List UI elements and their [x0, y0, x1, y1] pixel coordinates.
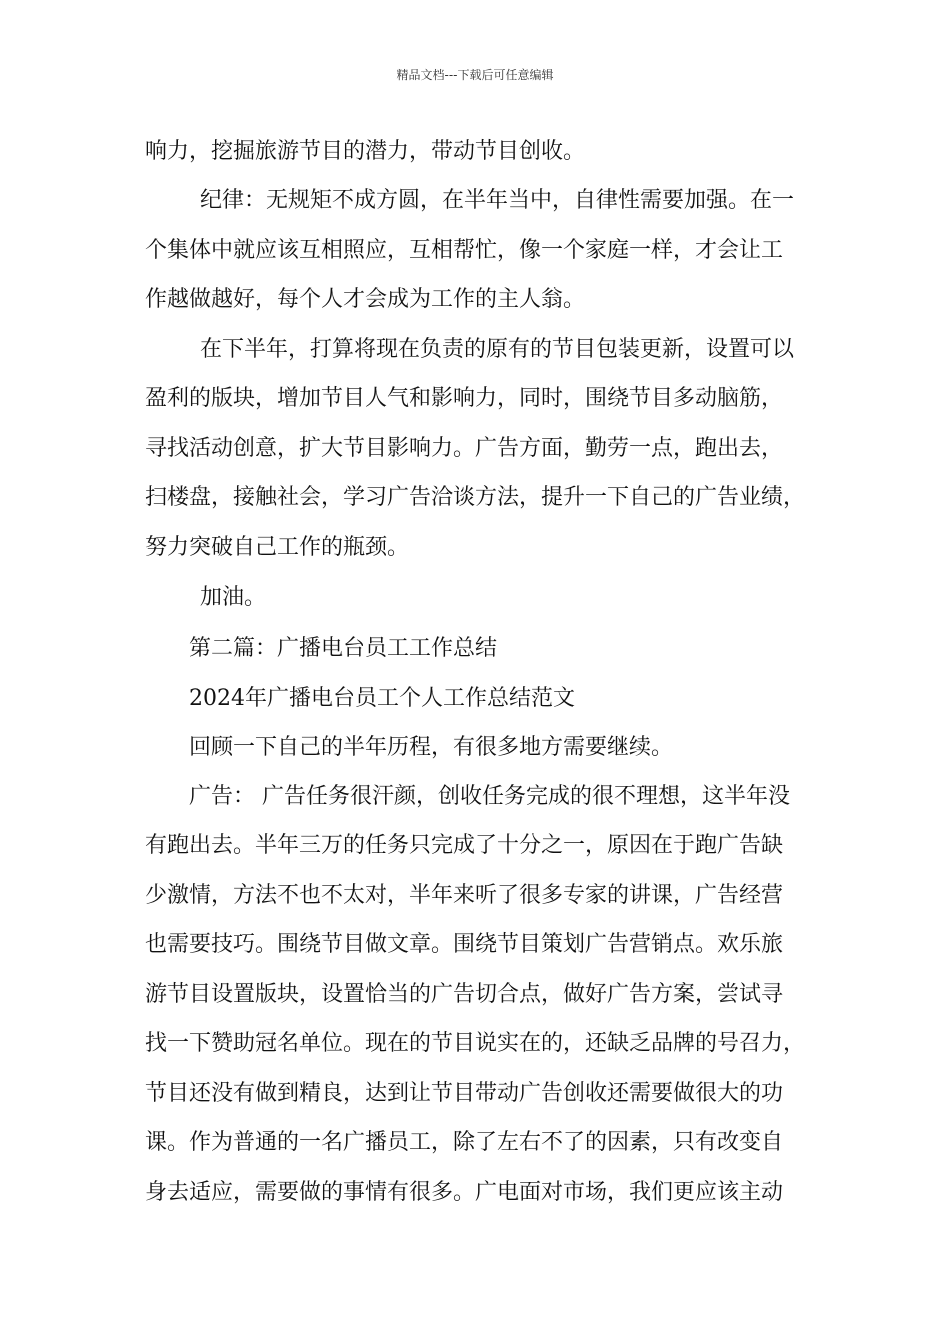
paragraph-line: 纪律：无规矩不成方圆，在半年当中，自律性需要加强。在一: [200, 188, 795, 213]
text-line: 个集体中就应该互相照应，互相帮忙，像一个家庭一样，才会让工: [145, 238, 784, 263]
text-line: 身去适应，需要做的事情有很多。广电面对市场，我们更应该主动: [145, 1180, 784, 1205]
text-line: 少激情，方法不也不太对，半年来听了很多专家的讲课，广告经营: [145, 883, 784, 908]
text-line: 盈利的版块，增加节目人气和影响力，同时，围绕节目多动脑筋，: [145, 386, 784, 411]
text-line: 找一下赞助冠名单位。现在的节目说实在的，还缺乏品牌的号召力，: [145, 1031, 806, 1056]
section-subheading: 2024年广播电台员工个人工作总结范文: [189, 686, 575, 711]
paragraph-line: 加油。: [200, 585, 267, 610]
text-line: 寻找活动创意，扩大节目影响力。广告方面，勤劳一点，跑出去，: [145, 436, 784, 461]
section-heading: 第二篇：广播电台员工工作总结: [189, 636, 498, 661]
text-line: 扫楼盘，接触社会，学习广告洽谈方法，提升一下自己的广告业绩，: [145, 485, 806, 510]
paragraph-line: 在下半年，打算将现在负责的原有的节目包装更新，设置可以: [200, 337, 795, 362]
text-line: 努力突破自己工作的瓶颈。: [145, 535, 410, 560]
text-line: 有跑出去。半年三万的任务只完成了十分之一，原因在于跑广告缺: [145, 833, 784, 858]
text-line: 课。作为普通的一名广播员工，除了左右不了的因素，只有改变自: [145, 1130, 784, 1155]
paragraph-line: 回顾一下自己的半年历程，有很多地方需要继续。: [189, 735, 674, 760]
text-line: 响力，挖掘旅游节目的潜力，带动节目创收。: [145, 139, 586, 164]
text-line: 作越做越好，每个人才会成为工作的主人翁。: [145, 287, 586, 312]
text-line: 也需要技巧。围绕节目做文章。围绕节目策划广告营销点。欢乐旅: [145, 932, 784, 957]
page-header: 精品文档---下载后可任意编辑: [396, 68, 554, 82]
text-line: 游节目设置版块，设置恰当的广告切合点，做好广告方案，尝试寻: [145, 982, 784, 1007]
text-line: 节目还没有做到精良，达到让节目带动广告创收还需要做很大的功: [145, 1081, 784, 1106]
paragraph-line: 广告： 广告任务很汗颜，创收任务完成的很不理想，这半年没: [189, 784, 790, 809]
